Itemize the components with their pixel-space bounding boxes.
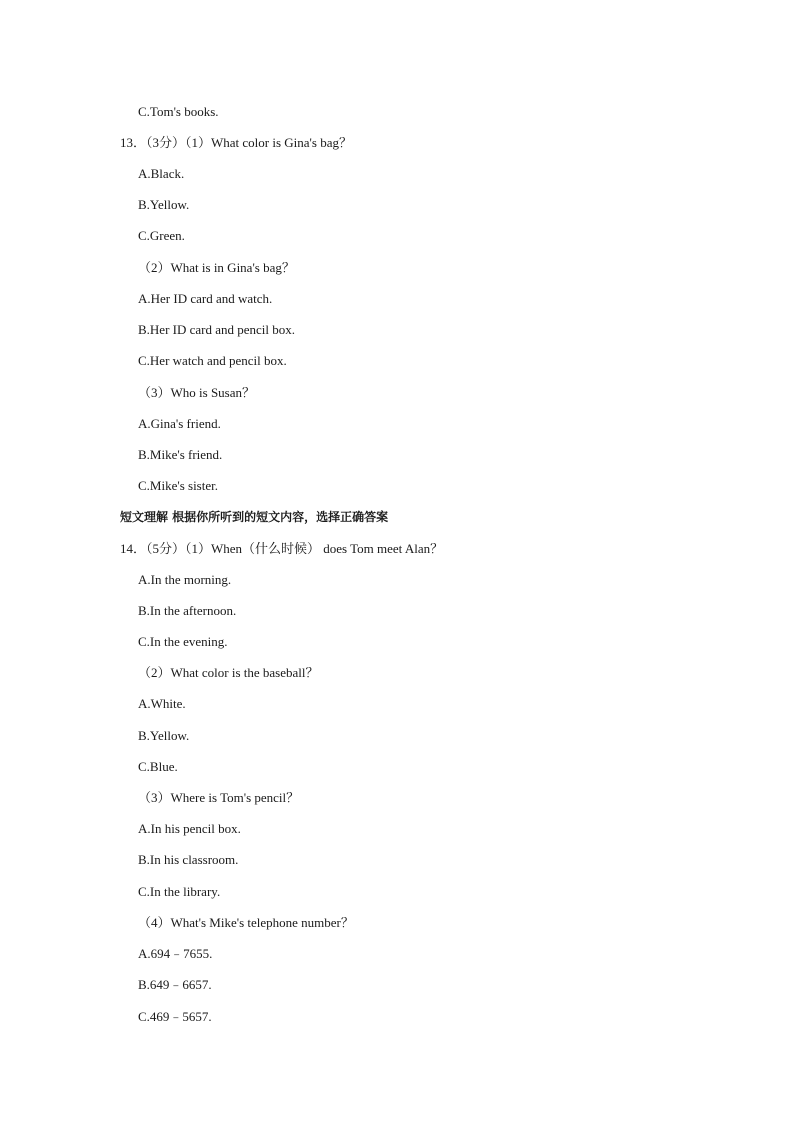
option-a: A.Black. (138, 166, 185, 181)
option-a: A.In his pencil box. (138, 821, 241, 836)
option-c: C.In the library. (138, 884, 221, 899)
option-a: A.In the morning. (138, 572, 232, 587)
option-c: C.469﹣5657. (138, 1009, 212, 1024)
option-c-q12-3: C.Tom's books. (138, 104, 219, 119)
option-c: C.Blue. (138, 759, 178, 774)
option-a: A.Gina's friend. (138, 416, 221, 431)
option-c: C.Her watch and pencil box. (138, 353, 287, 368)
question-13: 13．（3分）（1）What color is Gina's bag？ (120, 135, 352, 150)
sub-question-3: （3）Where is Tom's pencil？ (138, 790, 300, 805)
option-a: A.White. (138, 696, 186, 711)
option-a: A.Her ID card and watch. (138, 291, 273, 306)
option-b: B.Mike's friend. (138, 447, 223, 462)
option-b: B.Yellow. (138, 728, 190, 743)
option-b: B.In his classroom. (138, 852, 239, 867)
option-b: B.649﹣6657. (138, 977, 212, 992)
option-c: C.In the evening. (138, 634, 228, 649)
sub-question-3: （3）Who is Susan？ (138, 385, 256, 400)
sub-question-4: （4）What's Mike's telephone number？ (138, 915, 354, 930)
sub-question-2: （2）What color is the baseball？ (138, 665, 319, 680)
option-a: A.694﹣7655. (138, 946, 213, 961)
sub-question-2: （2）What is in Gina's bag？ (138, 260, 295, 275)
option-c: C.Green. (138, 228, 185, 243)
question-14: 14．（5分）（1）When（什么时候） does Tom meet Alan？ (120, 541, 444, 556)
section-heading: 短文理解 根据你所听到的短文内容，选择正确答案 (120, 510, 389, 524)
option-c: C.Mike's sister. (138, 478, 218, 493)
option-b: B.Her ID card and pencil box. (138, 322, 296, 337)
option-b: B.In the afternoon. (138, 603, 237, 618)
option-b: B.Yellow. (138, 197, 190, 212)
